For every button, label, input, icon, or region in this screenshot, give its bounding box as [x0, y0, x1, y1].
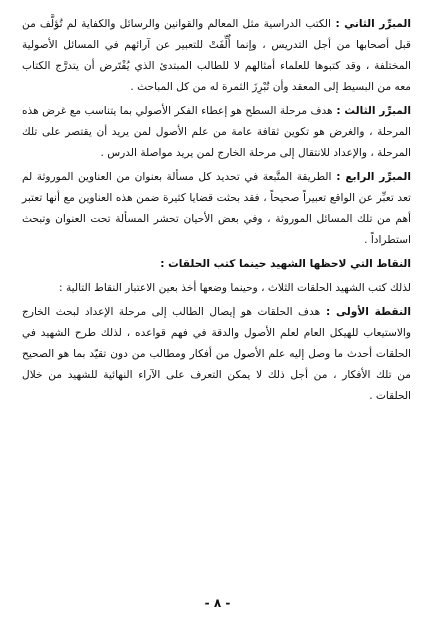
justification-2-label: المبرِّر الثاني :	[335, 18, 411, 30]
section-heading: النقاط التي لاحظها الشهيد حينما كتب الحلقات :	[160, 258, 411, 270]
paragraph-point-1	[22, 302, 411, 407]
justification-3-text: هدف مرحلة السطح هو إعطاء الفكر الأصولي بما يتناسب مع غرض هذه المرحلة ، والغرض هو تكوين ثقافة عامة من علم الأصول لمن يريد أن يقتصر على تلك المرحلة ، والإعداد للانتقال إلى مرحلة الخارج لمن يريد مواصلة الدرس .	[22, 105, 411, 159]
intro-paragraph: لذلك كتب الشهيد الحلقات الثلاث ، وحينما وضعها أخذ بعين الاعتبار النقاط التالية :	[59, 282, 411, 294]
paragraph-justification-4	[22, 167, 411, 251]
page-number: - ٨ -	[204, 596, 231, 610]
paragraph-justification-2	[22, 14, 411, 98]
point-1-text: هدف الحلقات هو إيصال الطالب إلى مرحلة الإعداد لبحث الخارج والاستيعاب للهيكل العام لعلم الأصول والدقة في فهم قواعده ، لذلك طرح الشهيد في الحلقات أحدث ما وصل إليه علم الأصول من أفكار ومطالب من دون تقيّد بما هو الصحيح من تلك الأفكار ، من أجل ذلك لا يمكن التعرف على الآراء النهائية للشهيد من خلال الحلقات .	[22, 306, 411, 402]
justification-4-label: المبرِّر الرابع :	[336, 171, 411, 183]
page-body	[22, 14, 411, 410]
paragraph-justification-3	[22, 101, 411, 164]
point-1-label: النقطة الأولى :	[326, 306, 411, 318]
justification-2-text: الكتب الدراسية مثل المعالم والقوانين والرسائل والكفاية لم تُؤلَّف من قبل أصحابها من أجل التدريس ، وإنما أُلِّفَتْ للتعبير عن آرائهم في المسائل الأصولية المختلفة ، وقد كتبوها للعلماء أمثالهم لا للطالب المبتدئ الذي يُفْتَرض أن يتدرَّج الكتاب معه من البسيط إلى المعقد وأن تُبْرِزَ الثمرة له من كل المباحث .	[22, 18, 411, 93]
justification-4-text: الطريقة المتَّبعة في تحديد كل مسألة بعنوان من العناوين الموروثة لم تعد تعبِّر عن الواقع تعبيراً صحيحاً ، فقد بحثت قضايا كثيرة ضمن هذه العناوين مع أنها تعتبر أهم من تلك المسائل الموروثة ، وفي بعض الأحيان تحشر المسألة تحت العنوان وتبحث استطراداً .	[22, 171, 411, 246]
justification-3-label: المبرِّر الثالث :	[336, 105, 411, 117]
